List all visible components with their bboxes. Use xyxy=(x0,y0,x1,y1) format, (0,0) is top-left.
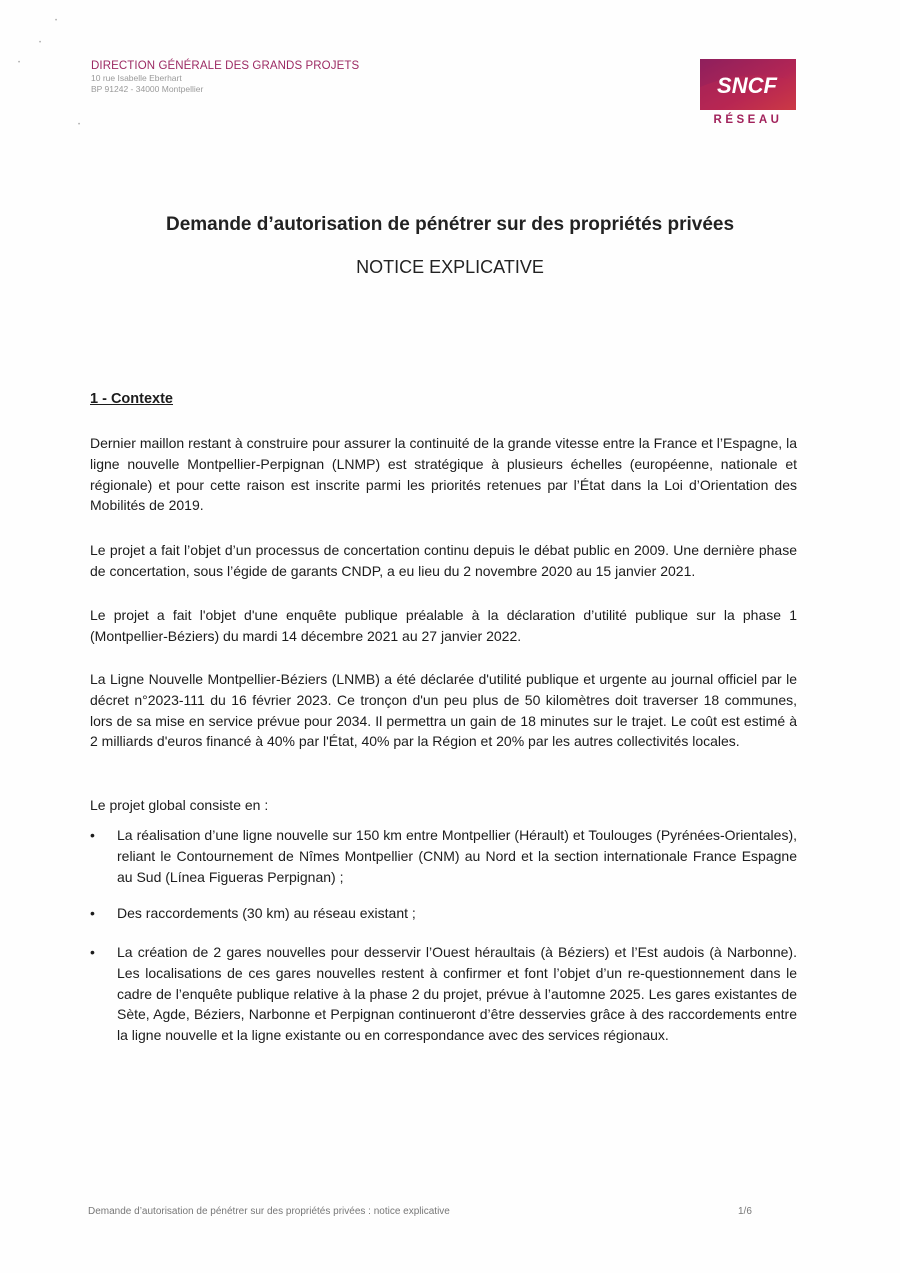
bullet-icon: • xyxy=(90,905,95,921)
section-heading: 1 - Contexte xyxy=(90,391,173,407)
page-number: 1/6 xyxy=(738,1206,752,1217)
sncf-logo-text: SNCF xyxy=(717,73,777,98)
sncf-reseau-logo xyxy=(697,59,799,129)
org-address-line1: 10 rue Isabelle Eberhart xyxy=(91,73,182,84)
logo-subtitle: RÉSEAU xyxy=(713,114,783,126)
sncf-logo-mark xyxy=(700,59,796,110)
org-address-line2: BP 91242 - 34000 Montpellier xyxy=(91,83,204,94)
list-item-text: Des raccordements (30 km) au réseau existant ; xyxy=(117,905,416,921)
scan-speck: • xyxy=(78,122,81,128)
letterhead xyxy=(91,60,359,95)
scan-speck: • xyxy=(39,40,42,46)
list-item-text: La création de 2 gares nouvelles pour desservir l’Ouest héraultais (à Béziers) et l’Est audois (à Narbonne). Les localisations de ces gares nouvelles restent à confirmer et font l’objet d’un re-questionnement dans le cadre de l’enquête publique relative à la phase 2 du projet, prévue à l’automne 2025. Les gares existantes de Sète, Agde, Béziers, Narbonne et Perpignan continueront d’être desservies grâce à des raccordements entre la ligne nouvelle et la ligne existante ou en correspondance avec des services régionaux. xyxy=(117,944,797,1044)
paragraph: La Ligne Nouvelle Montpellier-Béziers (LNMB) a été déclarée d'utilité publique et urgente au journal officiel par le décret n°2023-111 du 16 février 2023. Ce tronçon d'un peu plus de 50 kilomètres doit traverser 18 communes, lors de sa mise en service prévue pour 2034. Il permettra un gain de 18 minutes sur le trajet. Le coût est estimé à 2 milliards d'euros financé à 40% par l'État, 40% par la Région et 20% par les autres collectivités locales. xyxy=(90,671,797,750)
list-intro: Le projet global consiste en : xyxy=(90,797,269,813)
document-subtitle: NOTICE EXPLICATIVE xyxy=(356,257,544,277)
bullet-icon: • xyxy=(90,827,95,843)
footer-title: Demande d’autorisation de pénétrer sur des propriétés privées : notice explicative xyxy=(88,1206,450,1217)
paragraph: Le projet a fait l’objet d’un processus de concertation continu depuis le débat public en 2009. Une dernière phase de concertation, sous l’égide de garants CNDP, a eu lieu du 2 novembre 2020 au 15 janvier 2021. xyxy=(90,542,797,579)
bullet-icon: • xyxy=(90,944,95,960)
scan-speck: • xyxy=(18,60,21,66)
document-title: Demande d’autorisation de pénétrer sur des propriétés privées xyxy=(165,214,735,235)
list-item-text: La réalisation d’une ligne nouvelle sur 150 km entre Montpellier (Hérault) et Toulouges (Pyrénées-Orientales), reliant le Contournement de Nîmes Montpellier (CNM) au Nord et la section internationale France Espagne au Sud (Línea Figueras Perpignan) ; xyxy=(117,827,797,885)
paragraph: Dernier maillon restant à construire pour assurer la continuité de la grande vitesse entre la France et l’Espagne, la ligne nouvelle Montpellier-Perpignan (LNMP) est stratégique à plusieurs échelles (européenne, nationale et régionale) et pour cette raison est inscrite parmi les priorités retenues par l’État dans la Loi d’Orientation des Mobilités de 2019. xyxy=(90,435,797,514)
scan-speck: • xyxy=(55,18,58,24)
org-name: DIRECTION GÉNÉRALE DES GRANDS PROJETS xyxy=(91,60,360,72)
paragraph: Le projet a fait l'objet d'une enquête publique préalable à la déclaration d’utilité publique sur la phase 1 (Montpellier-Béziers) du mardi 14 décembre 2021 au 27 janvier 2022. xyxy=(90,607,797,644)
